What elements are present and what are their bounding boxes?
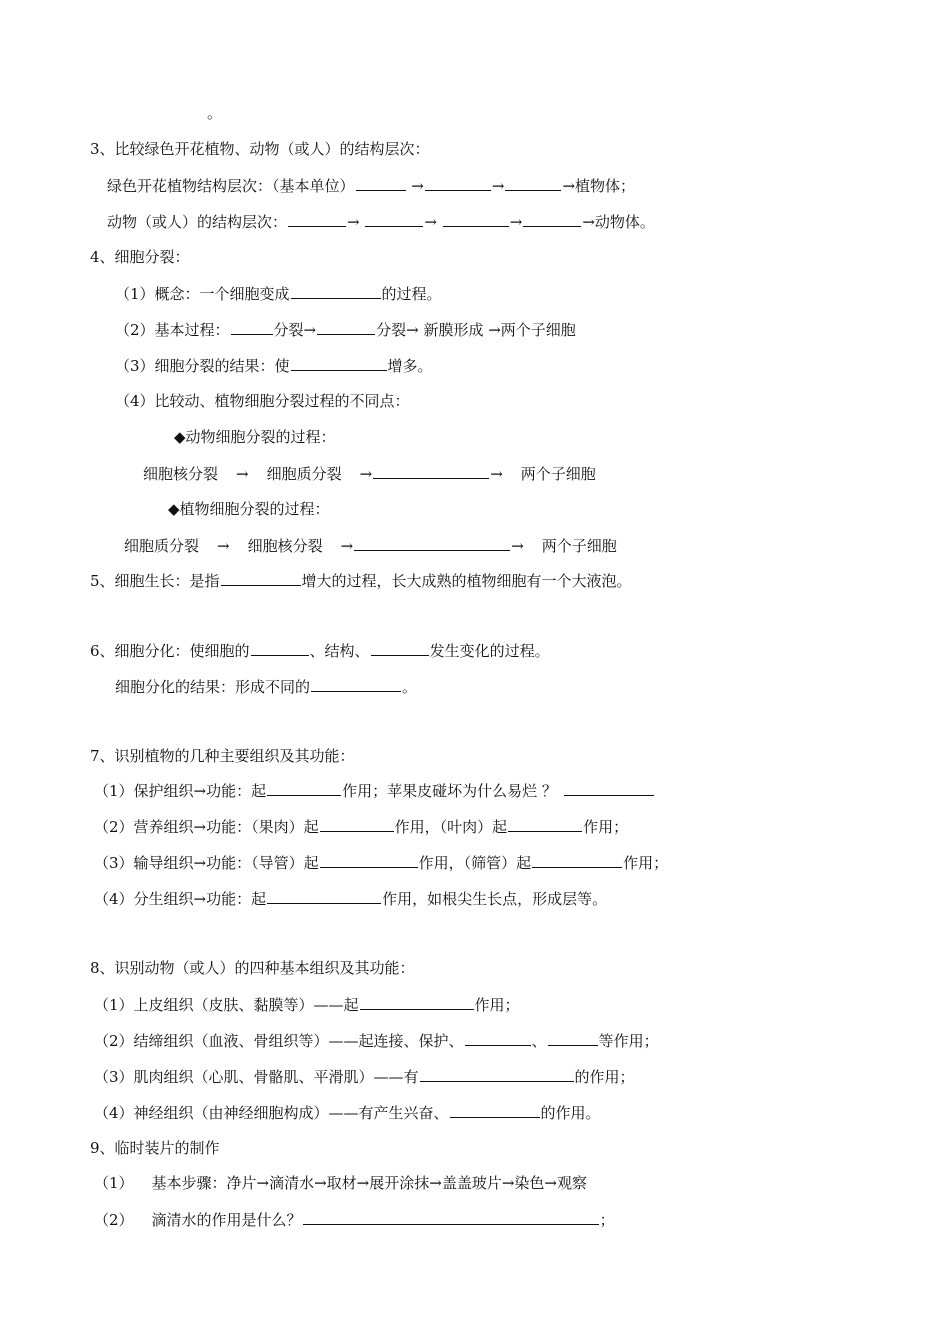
blank-protective[interactable]	[267, 780, 341, 796]
blank-process-2[interactable]	[317, 319, 375, 335]
flow-step-2: 细胞质分裂	[266, 465, 342, 483]
connective-tissue-end: 等作用；	[598, 1032, 659, 1050]
arrow: →	[509, 213, 523, 231]
blank-nutritive-1[interactable]	[320, 816, 394, 832]
nervous-tissue-end: 的作用。	[540, 1104, 601, 1122]
arrow: →	[411, 177, 424, 195]
differentiation-result-end: 。	[402, 678, 418, 696]
nutritive-tissue-mid: 作用，（叶肉）起	[394, 818, 508, 836]
flow-step-2: 细胞核分裂	[247, 537, 323, 555]
blank-epithelial[interactable]	[360, 994, 474, 1010]
arrow: →	[491, 177, 505, 195]
blank-growth[interactable]	[221, 570, 301, 586]
plant-structure-line	[107, 175, 635, 195]
arrow: →	[359, 465, 373, 483]
trailing-period: 。	[207, 104, 223, 122]
conducting-tissue-text: （3）输导组织→功能：（导管）起	[94, 854, 319, 872]
blank-diff-2[interactable]	[371, 640, 429, 656]
conducting-tissue-end: 作用；	[623, 854, 669, 872]
nutritive-tissue-text: （2）营养组织→功能：（果肉）起	[94, 818, 319, 836]
blank-animal-2[interactable]	[365, 211, 423, 227]
division-process-text: （2）基本过程：	[115, 321, 230, 339]
blank-diff-result[interactable]	[311, 676, 401, 692]
section-6-line	[90, 640, 550, 660]
conducting-tissue-line	[94, 852, 668, 872]
nutritive-tissue-end: 作用；	[583, 818, 629, 836]
protective-tissue-question: 作用；苹果皮碰坏为什么易烂 ？	[342, 782, 557, 800]
blank-plant-2[interactable]	[425, 175, 491, 191]
epithelial-tissue-text: （1）上皮组织（皮肤、黏膜等）——起	[94, 996, 359, 1014]
blank-concept[interactable]	[291, 283, 381, 299]
blank-plant-3[interactable]	[505, 175, 561, 191]
protective-tissue-line	[94, 780, 655, 800]
arrow: →	[511, 537, 524, 555]
section-5-line	[90, 570, 632, 590]
water-purpose-end: ；	[599, 1211, 615, 1229]
nervous-tissue-text: （4）神经组织（由神经细胞构成）——有产生兴奋、	[94, 1104, 449, 1122]
blank-animal-division[interactable]	[373, 463, 489, 479]
plant-division-flow	[124, 535, 617, 555]
animal-division-flow	[143, 463, 596, 483]
animal-structure-prefix: 动物（或人）的结构层次：	[107, 213, 288, 231]
flow-step-1: 细胞核分裂	[143, 465, 219, 483]
blank-muscle[interactable]	[420, 1066, 574, 1082]
animal-division-title: ◆动物细胞分裂的过程：	[174, 428, 336, 446]
arrow: →	[424, 213, 437, 231]
muscle-tissue-end: 的作用；	[574, 1068, 635, 1086]
protective-tissue-text: （1）保护组织→功能：起	[94, 782, 267, 800]
division-result-text: （3）细胞分裂的结果：使	[115, 357, 290, 375]
meristem-tissue-end: 作用，如根尖生长点，形成层等。	[382, 890, 608, 908]
division-concept-end: 的过程。	[381, 285, 442, 303]
division-concept-line	[115, 283, 442, 303]
connective-tissue-line	[94, 1030, 659, 1050]
blank-diff-1[interactable]	[251, 640, 309, 656]
blank-connective-1[interactable]	[465, 1030, 531, 1046]
epithelial-tissue-end: 作用；	[474, 996, 520, 1014]
blank-animal-1[interactable]	[288, 211, 346, 227]
section-7-title: 7、识别植物的几种主要组织及其功能：	[90, 747, 355, 765]
section-9-title: 9、临时装片的制作	[90, 1139, 220, 1157]
section-3-title: 3、比较绿色开花植物、动物（或人）的结构层次：	[90, 140, 430, 158]
item-number: （2）	[94, 1211, 134, 1229]
blank-nervous[interactable]	[450, 1102, 540, 1118]
arrow: →	[340, 537, 354, 555]
animal-structure-line	[107, 211, 655, 231]
blank-water-purpose[interactable]	[303, 1209, 599, 1225]
plant-structure-prefix: 绿色开花植物结构层次：（基本单位）	[107, 177, 355, 195]
water-purpose-question: 滴清水的作用是什么？	[151, 1211, 302, 1229]
plant-division-title: ◆植物细胞分裂的过程：	[168, 500, 330, 518]
meristem-tissue-line	[94, 888, 607, 908]
blank-plant-1[interactable]	[356, 175, 406, 191]
differentiation-result-line	[115, 676, 417, 696]
arrow: →	[490, 465, 503, 483]
animal-structure-end: →动物体。	[582, 213, 655, 231]
conducting-tissue-mid: 作用，（筛管）起	[418, 854, 532, 872]
slide-steps-text: 基本步骤：净片→滴清水→取材→展开涂抹→盖盖玻片→染色→观察	[151, 1174, 587, 1192]
blank-meristem[interactable]	[267, 888, 381, 904]
slide-steps-line	[94, 1173, 587, 1193]
item-number: （1）	[94, 1174, 134, 1192]
blank-conducting-2[interactable]	[532, 852, 622, 868]
water-purpose-line	[94, 1209, 615, 1229]
blank-connective-2[interactable]	[548, 1030, 598, 1046]
nervous-tissue-line	[94, 1102, 601, 1122]
blank-apple-answer[interactable]	[564, 780, 654, 796]
meristem-tissue-text: （4）分生组织→功能：起	[94, 890, 267, 908]
blank-animal-3[interactable]	[443, 211, 509, 227]
differentiation-text: 6、细胞分化：使细胞的	[90, 642, 250, 660]
arrow: →	[347, 213, 360, 231]
muscle-tissue-text: （3）肌肉组织（心肌、骨骼肌、平滑肌）——有	[94, 1068, 419, 1086]
division-concept-text: （1）概念：一个细胞变成	[115, 285, 290, 303]
blank-result[interactable]	[291, 355, 387, 371]
blank-plant-division[interactable]	[354, 535, 510, 551]
flow-result: 两个子细胞	[520, 465, 596, 483]
arrow: →	[236, 465, 249, 483]
flow-step-1: 细胞质分裂	[124, 537, 200, 555]
plant-structure-end: →植物体；	[562, 177, 636, 195]
flow-result: 两个子细胞	[541, 537, 617, 555]
section-4-title: 4、细胞分裂：	[90, 248, 190, 266]
top-fragment	[207, 103, 222, 123]
muscle-tissue-line	[94, 1066, 635, 1086]
division-process-mid: 分裂→	[273, 321, 317, 339]
differentiation-result-text: 细胞分化的结果：形成不同的	[115, 678, 311, 696]
blank-animal-4[interactable]	[523, 211, 581, 227]
section-8-title: 8、识别动物（或人）的四种基本组织及其功能：	[90, 959, 415, 977]
division-result-line	[115, 355, 433, 375]
blank-process-1[interactable]	[231, 319, 273, 335]
division-result-end: 增多。	[387, 357, 433, 375]
connective-tissue-text: （2）结缔组织（血液、骨组织等）——起连接、保护、	[94, 1032, 464, 1050]
connective-tissue-sep: 、	[531, 1032, 547, 1050]
growth-text: 5、细胞生长：是指	[90, 572, 220, 590]
growth-end: 增大的过程，长大成熟的植物细胞有一个大液泡。	[301, 572, 632, 590]
nutritive-tissue-line	[94, 816, 628, 836]
blank-conducting-1[interactable]	[320, 852, 418, 868]
arrow: →	[217, 537, 230, 555]
division-process-end: 分裂→ 新膜形成 →两个子细胞	[376, 321, 576, 339]
epithelial-tissue-line	[94, 994, 520, 1014]
division-process-line	[115, 319, 576, 339]
differentiation-mid: 、结构、	[309, 642, 370, 660]
division-compare-line: （4）比较动、植物细胞分裂过程的不同点：	[115, 392, 410, 410]
differentiation-end: 发生变化的过程。	[429, 642, 550, 660]
blank-nutritive-2[interactable]	[508, 816, 582, 832]
